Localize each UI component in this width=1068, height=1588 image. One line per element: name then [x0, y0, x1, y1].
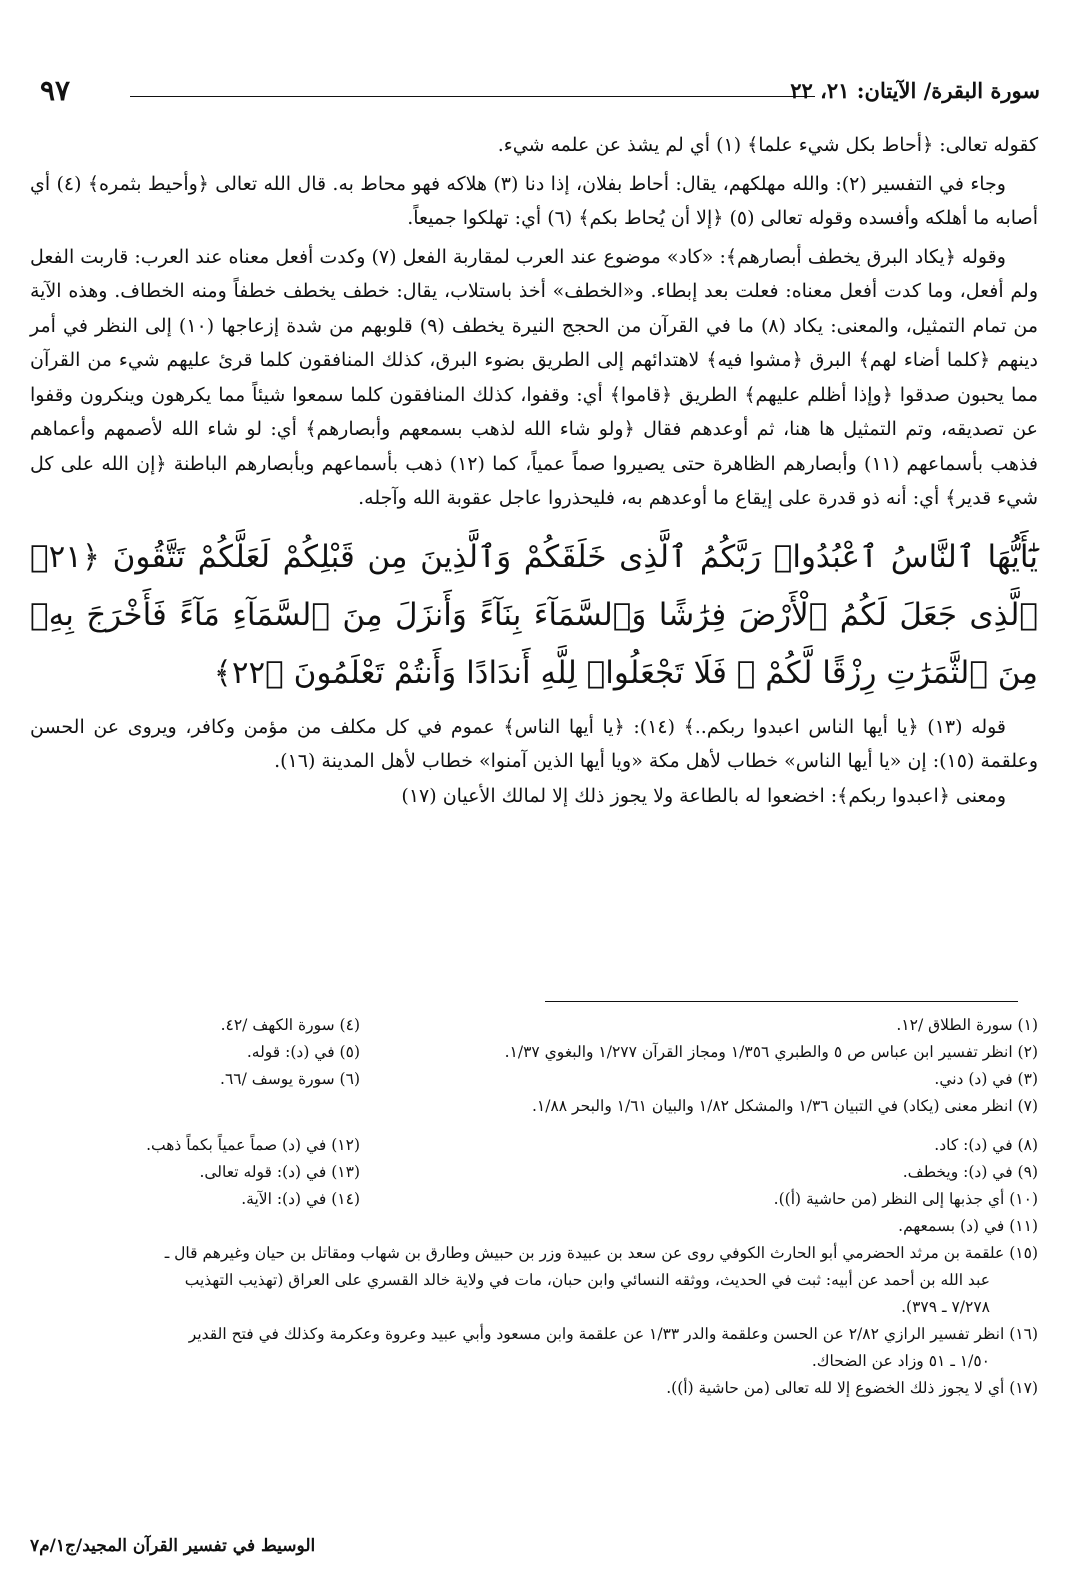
- paragraph-3: وقوله ﴿يكاد البرق يخطف أبصارهم﴾: «كاد» موضوع عند العرب لمقاربة الفعل (٧) وكدت أفعل معناه عند العرب: قاربت الفعل ولم أفعل، وما كدت أفعل معناه: فعلت بعد إبطاء. و«الخطف» أخذ باستلاب، يقال: خطف يخطف خطفاً ومنه الخطاف. وهذه الآية من تمام التمثيل، والمعنى: يكاد (٨) ما في القرآن من الحجج النيرة يخطف (٩) قلوبهم من شدة إزعاجها (١٠) إلى النظر في أمر دينهم ﴿كلما أضاء لهم﴾ البرق ﴿مشوا فيه﴾ لاهتدائهم إلى الطريق بضوء البرق، كذلك المنافقون كلما قرئ عليهم شيء من القرآن مما يحبون صدقوا ﴿وإذا أظلم عليهم﴾ الطريق ﴿قاموا﴾ أي: وقفوا، كذلك المنافقون كلما سمعوا شيئاً مما يكرهون وينكرون وقفوا عن تصديقه، وتم التمثيل ها هنا، ثم أوعدهم فقال ﴿ولو شاء الله لذهب بسمعهم وأبصارهم﴾ أي: لو شاء الله لأصمهم وأعماهم فذهب بأسماعهم (١١) وأبصارهم الظاهرة حتى يصيروا صماً عمياً، كما (١٢) ذهب بأسماعهم وبأبصارهم الباطنة ﴿إن الله على كل شيء قدير﴾ أي: أنه ذو قدرة على إيقاع ما أوعدهم به، فليحذروا عاجل عقوبة الله وآجله.: [30, 245, 1039, 509]
- page-number: ٩٧: [40, 74, 71, 107]
- footnote-6: (٦) سورة يوسف /٦٦.: [220, 1070, 360, 1088]
- footnote-4: (٤) سورة الكهف /٤٢.: [220, 1016, 360, 1034]
- footnote-3: (٣) في (د) دني.: [934, 1070, 1038, 1088]
- paragraph-5: ومعنى ﴿اعبدوا ربكم﴾: اخضعوا له بالطاعة ولا يجوز ذلك إلا لمالك الأعيان (١٧): [401, 784, 1006, 807]
- footnote-9: (٩) في (د): ويخطف.: [902, 1163, 1038, 1181]
- footnote-rule: [545, 1001, 1018, 1002]
- paragraph-1: كقوله تعالى: ﴿أحاط بكل شيء علما﴾ (١) أي لم يشذ عن علمه شيء.: [497, 134, 1038, 156]
- header-rule: [130, 96, 815, 97]
- footnote-block-2: [30, 1132, 1038, 1240]
- main-text: [30, 128, 1038, 813]
- footnote-15-continued: عبد الله بن أحمد عن أبيه: ثبت في الحديث، ووثقه النسائي وابن حبان، مات في ولاية خالد القسري على العراق (تهذيب التهذيب: [184, 1271, 990, 1289]
- footnote-11: (١١) في (د) بسمعهم.: [898, 1217, 1038, 1235]
- footnote-15-end: ٧/٢٧٨ ـ ٣٧٩).: [901, 1298, 990, 1316]
- book-footer: الوسيط في تفسير القرآن المجيد/ج١/م٧: [30, 1536, 316, 1556]
- footnote-1: (١) سورة الطلاق /١٢.: [896, 1016, 1038, 1034]
- footnote-10: (١٠) أي جذبها إلى النظر (من حاشية (أ)).: [773, 1190, 1038, 1208]
- footnotes: [30, 1012, 1038, 1402]
- footnote-16: (١٦) انظر تفسير الرازي ٢/٨٢ عن الحسن وعلقمة والدر ١/٣٣ عن علقمة وابن مسعود وأبي عبيد وعروة وعكرمة وكذلك في فتح القدير: [188, 1325, 1038, 1343]
- page-header: [40, 72, 1040, 112]
- footnote-14: (١٤) في (د): الآية.: [241, 1190, 360, 1208]
- paragraph-4: قوله (١٣) ﴿يا أيها الناس اعبدوا ربكم..﴾ (١٤): ﴿يا أيها الناس﴾ عموم في كل مكلف من مؤمن وكافر، ويروى عن الحسن وعلقمة (١٥): إن «يا أيها الناس» خطاب لأهل مكة «ويا أيها الذين آمنوا» خطاب لأهل المدينة (١٦).: [30, 715, 1038, 772]
- footnote-5: (٥) في (د): قوله.: [246, 1043, 360, 1061]
- footnote-8: (٨) في (د): كاد.: [934, 1136, 1038, 1154]
- quran-verse: يَٰٓأَيُّهَا ٱلنَّاسُ ٱعْبُدُوا۟ رَبَّكُمُ ٱلَّذِى خَلَقَكُمْ وَٱلَّذِينَ مِن قَبْلِكُمْ لَعَلَّكُمْ تَتَّقُونَ ﴿٢١﴾ ٱلَّذِى جَعَلَ لَكُمُ ٱلْأَرْضَ فِرَٰشًا وَٱلسَّمَآءَ بِنَآءً وَأَنزَلَ مِنَ ٱلسَّمَآءِ مَآءً فَأَخْرَجَ بِهِۦ مِنَ ٱلثَّمَرَٰتِ رِزْقًا لَّكُمْ ۖ فَلَا تَجْعَلُوا۟ لِلَّهِ أَندَادًا وَأَنتُمْ تَعْلَمُونَ ﴿٢٢﴾: [30, 538, 1038, 691]
- footnote-2: (٢) انظر تفسير ابن عباس ص ٥ والطبري ١/٣٥٦ ومجاز القرآن ١/٢٧٧ والبغوي ١/٣٧.: [504, 1043, 1038, 1061]
- footnote-block-1: [30, 1012, 1038, 1120]
- footnote-17: (١٧) أي لا يجوز ذلك الخضوع إلا لله تعالى (من حاشية (أ)).: [666, 1379, 1038, 1397]
- footnote-7: (٧) انظر معنى (يكاد) في التبيان ١/٣٦ والمشكل ١/٨٢ والبيان ١/٦١ والبحر ١/٨٨.: [531, 1097, 1038, 1115]
- footnote-12: (١٢) في (د) صماً عمياً بكماً ذهب.: [146, 1136, 360, 1154]
- footnote-15: (١٥) علقمة بن مرثد الحضرمي أبو الحارث الكوفي روى عن سعد بن عبيدة وزر بن حبيش وطارق بن شهاب ومقاتل بن حيان وغيرهم قال ـ: [164, 1244, 1038, 1262]
- footnote-16-continued: ١/٥٠ ـ ٥١ وزاد عن الضحاك.: [811, 1352, 990, 1370]
- running-title: سورة البقرة/ الآيتان: ٢١، ٢٢: [790, 78, 1040, 103]
- footnote-13: (١٣) في (د): قوله تعالى.: [199, 1163, 360, 1181]
- paragraph-2: وجاء في التفسير (٢): والله مهلكهم، يقال: أحاط بفلان، إذا دنا (٣) هلاكه فهو محاط به. قال الله تعالى ﴿وأحيط بثمره﴾ (٤) أي أصابه ما أهلكه وأفسده وقوله تعالى (٥) ﴿إلا أن يُحاط بكم﴾ (٦) أي: تهلكوا جميعاً.: [30, 172, 1038, 229]
